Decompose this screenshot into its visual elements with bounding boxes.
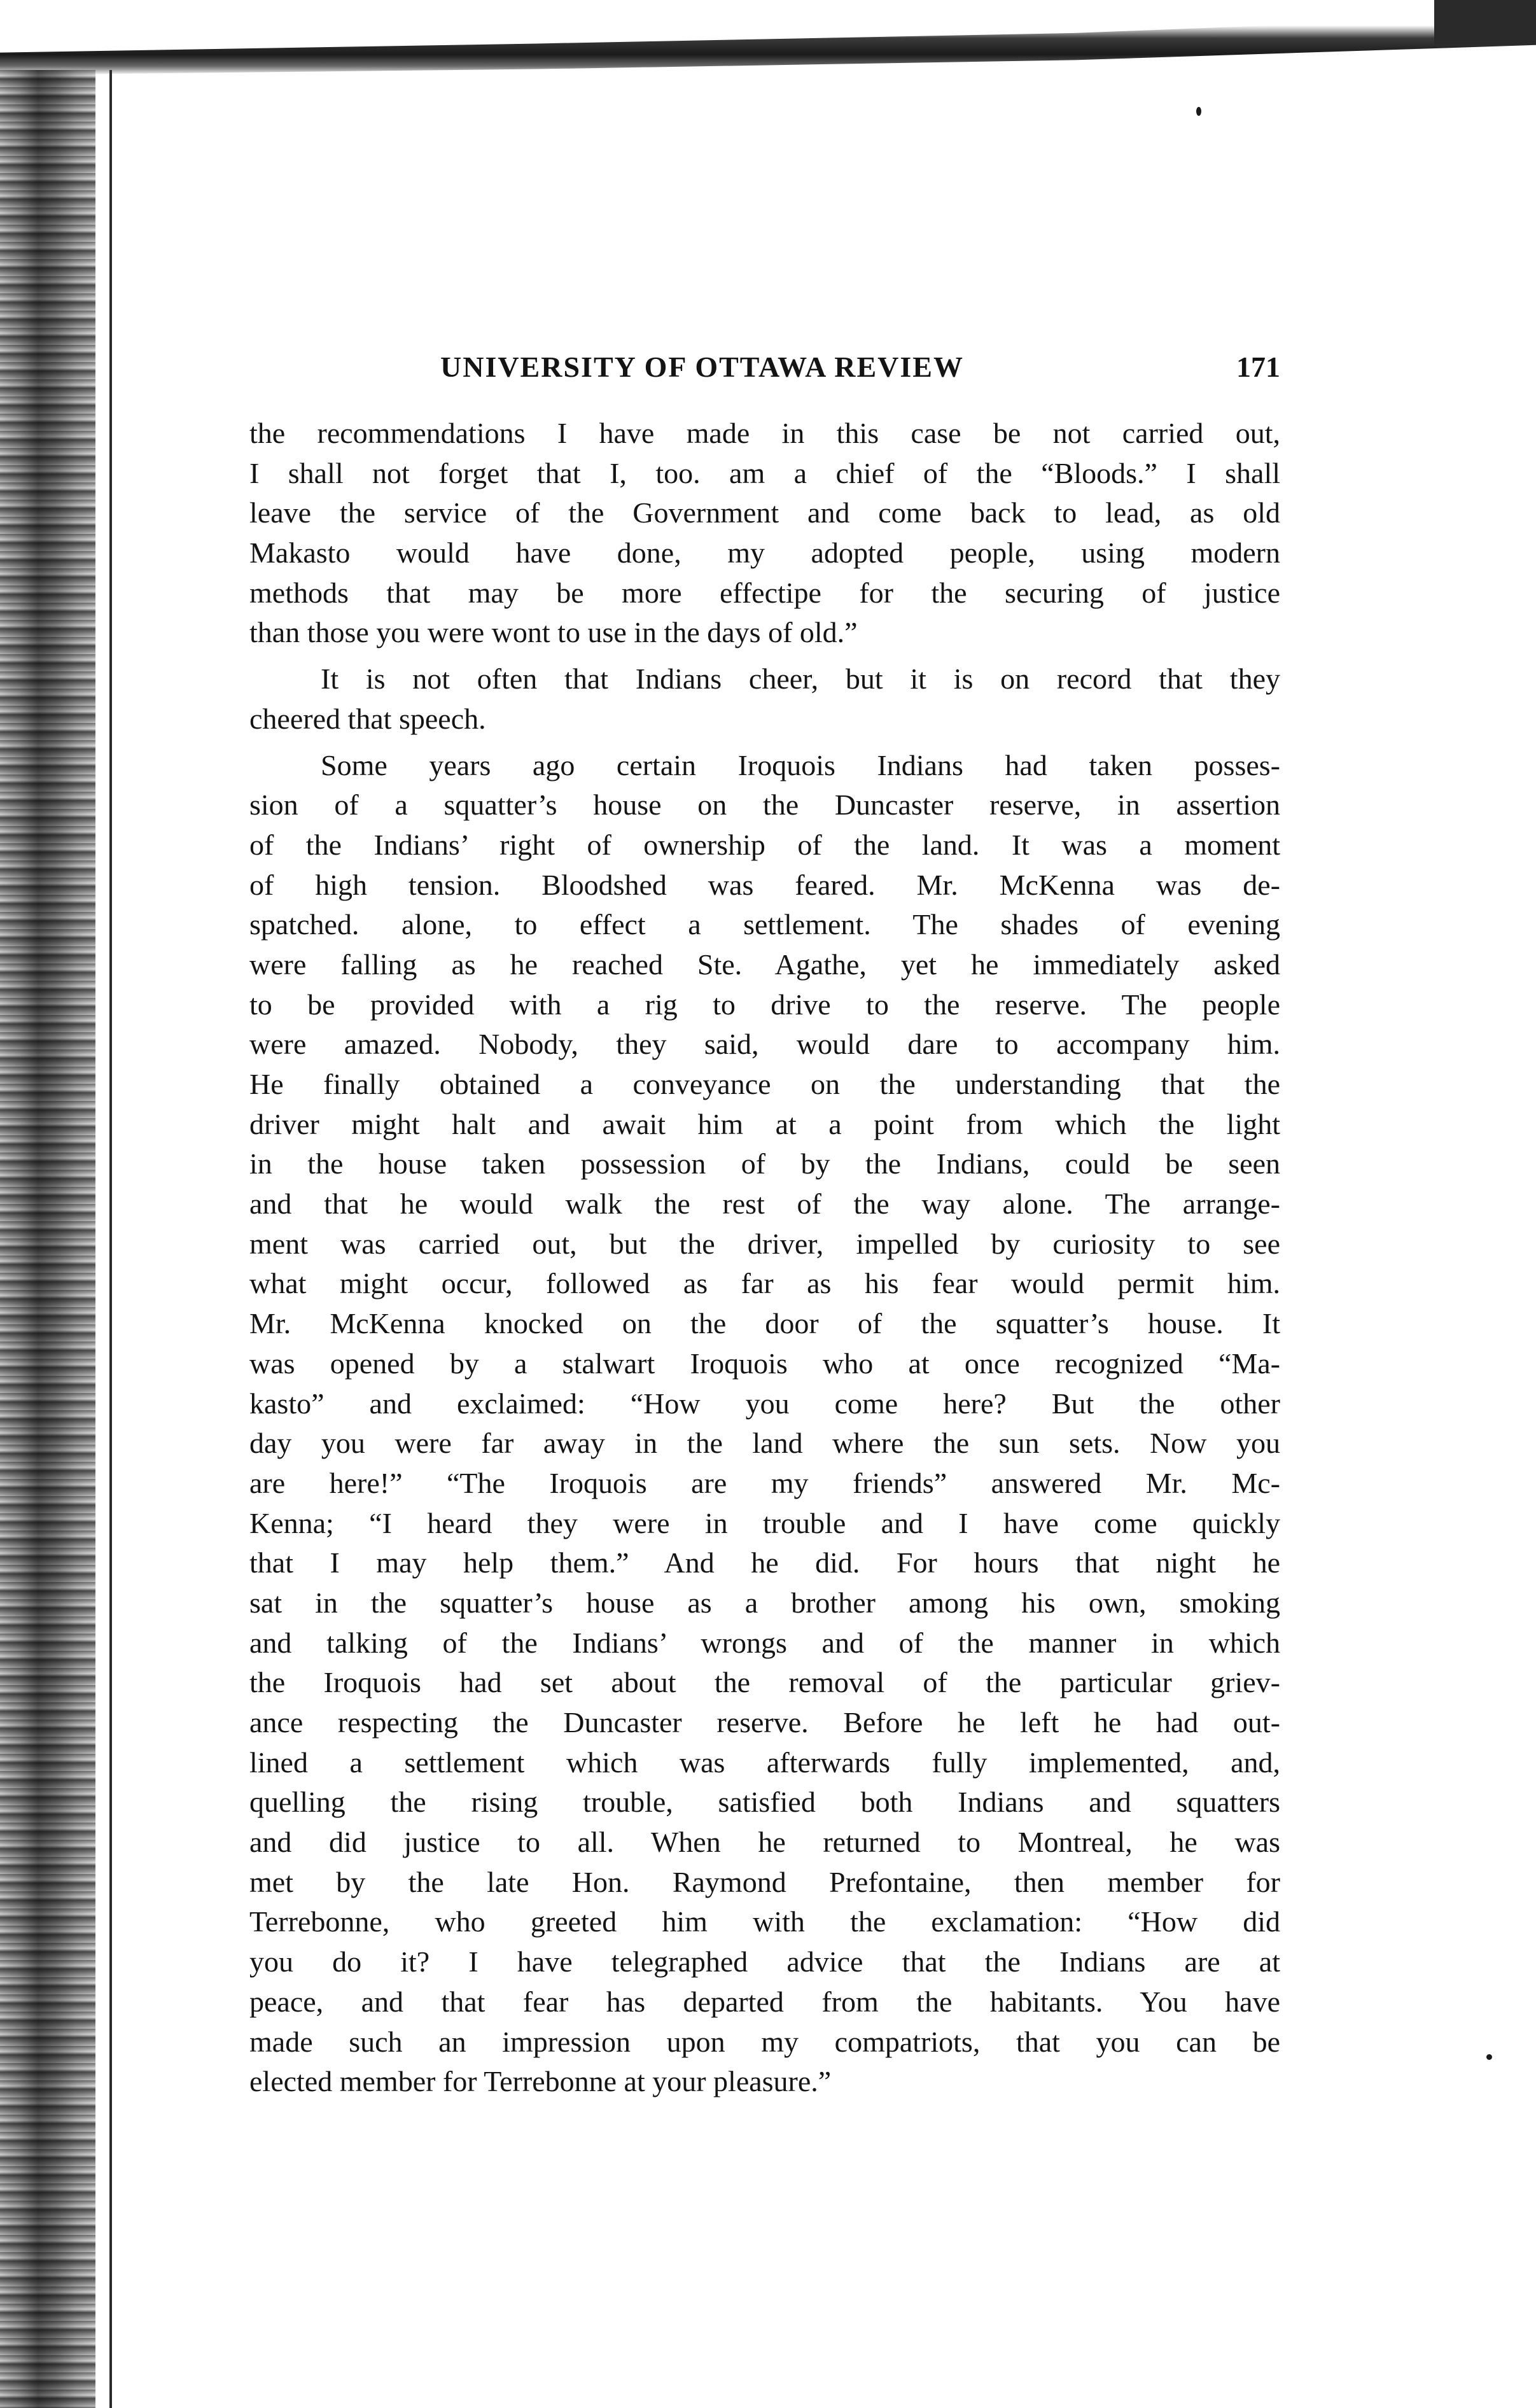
text-line: Mr. McKenna knocked on the door of the squatter’s house. It [249,1307,1280,1340]
scan-speck [1196,107,1201,116]
text-line: ance respecting the Duncaster reserve. Before he left he had out- [249,1706,1280,1739]
scan-margin-line [109,70,112,2408]
paragraph-2 [249,659,1280,739]
text-line: were amazed. Nobody, they said, would dare to accompany him. [249,1028,1280,1061]
text-line: I shall not forget that I, too. am a chief of the “Bloods.” I shall [249,456,1280,489]
text-line: day you were far away in the land where the sun sets. Now you [249,1427,1280,1460]
text-line: to be provided with a rig to drive to the reserve. The people [249,988,1280,1021]
text-line: were falling as he reached Ste. Agathe, yet he immediately asked [249,948,1280,981]
text-line: and talking of the Indians’ wrongs and of the manner in which [249,1626,1280,1659]
document-page [249,344,1280,2102]
text-line: and that he would walk the rest of the way alone. The arrange- [249,1187,1280,1221]
text-line: elected member for Terrebonne at your pleasure.” [249,2065,832,2098]
text-line: Makasto would have done, my adopted people, using modern [249,536,1280,570]
text-line: that I may help them.” And he did. For hours that night he [249,1546,1280,1579]
running-title: UNIVERSITY OF OTTAWA REVIEW [440,351,964,383]
text-line: ment was carried out, but the driver, impelled by curiosity to see [249,1227,1280,1260]
text-line: methods that may be more effectipe for the securing of justice [249,576,1280,609]
text-line: sion of a squatter’s house on the Duncaster reserve, in assertion [249,788,1280,822]
text-line: sat in the squatter’s house as a brother among his own, smoking [249,1586,1280,1619]
paragraph-1 [249,414,1280,653]
scan-top-edge [0,0,1536,75]
text-line: and did justice to all. When he returned to Montreal, he was [249,1826,1280,1859]
running-head [249,344,1280,414]
scan-binding-edge [0,70,95,2408]
text-line: quelling the rising trouble, satisfied both Indians and squatters [249,1786,1280,1819]
text-line: are here!” “The Iroquois are my friends” answered Mr. Mc- [249,1466,1280,1499]
text-line: leave the service of the Government and come back to lead, as old [249,496,1280,529]
text-line: than those you were wont to use in the days of old.” [249,616,858,649]
text-line: of high tension. Bloodshed was feared. Mr. McKenna was de- [249,868,1280,901]
text-line: It is not often that Indians cheer, but it is on record that they [321,662,1280,696]
text-line: in the house taken possession of by the Indians, could be seen [249,1147,1280,1180]
page-number: 171 [1236,351,1280,383]
text-line: spatched. alone, to effect a settlement. The shades of evening [249,908,1280,941]
text-line: met by the late Hon. Raymond Prefontaine, then member for [249,1865,1280,1898]
scan-speck [1486,2054,1492,2060]
text-line: what might occur, followed as far as his fear would permit him. [249,1267,1280,1300]
text-line: peace, and that fear has departed from the habitants. You have [249,1985,1280,2018]
text-line: kasto” and exclaimed: “How you come here? But the other [249,1387,1280,1420]
text-line: was opened by a stalwart Iroquois who at once recognized “Ma- [249,1347,1280,1380]
text-line: Kenna; “I heard they were in trouble and I have come quickly [249,1506,1280,1539]
paragraph-3 [249,746,1280,2102]
scan-corner-artifact [1434,0,1536,45]
text-line: driver might halt and await him at a point from which the light [249,1107,1280,1140]
text-line: Terrebonne, who greeted him with the exclamation: “How did [249,1905,1280,1938]
text-line: He finally obtained a conveyance on the understanding that the [249,1068,1280,1100]
text-line: the recommendations I have made in this case be not carried out, [249,417,1280,449]
text-line: lined a settlement which was afterwards fully implemented, and, [249,1746,1280,1779]
text-line: made such an impression upon my compatriots, that you can be [249,2025,1280,2058]
text-line: you do it? I have telegraphed advice that the Indians are at [249,1945,1280,1978]
text-line: of the Indians’ right of ownership of the land. It was a moment [249,828,1280,861]
text-line: the Iroquois had set about the removal of the particular griev- [249,1666,1280,1699]
text-line: Some years ago certain Iroquois Indians had taken posses- [321,748,1280,781]
text-line: cheered that speech. [249,702,486,735]
